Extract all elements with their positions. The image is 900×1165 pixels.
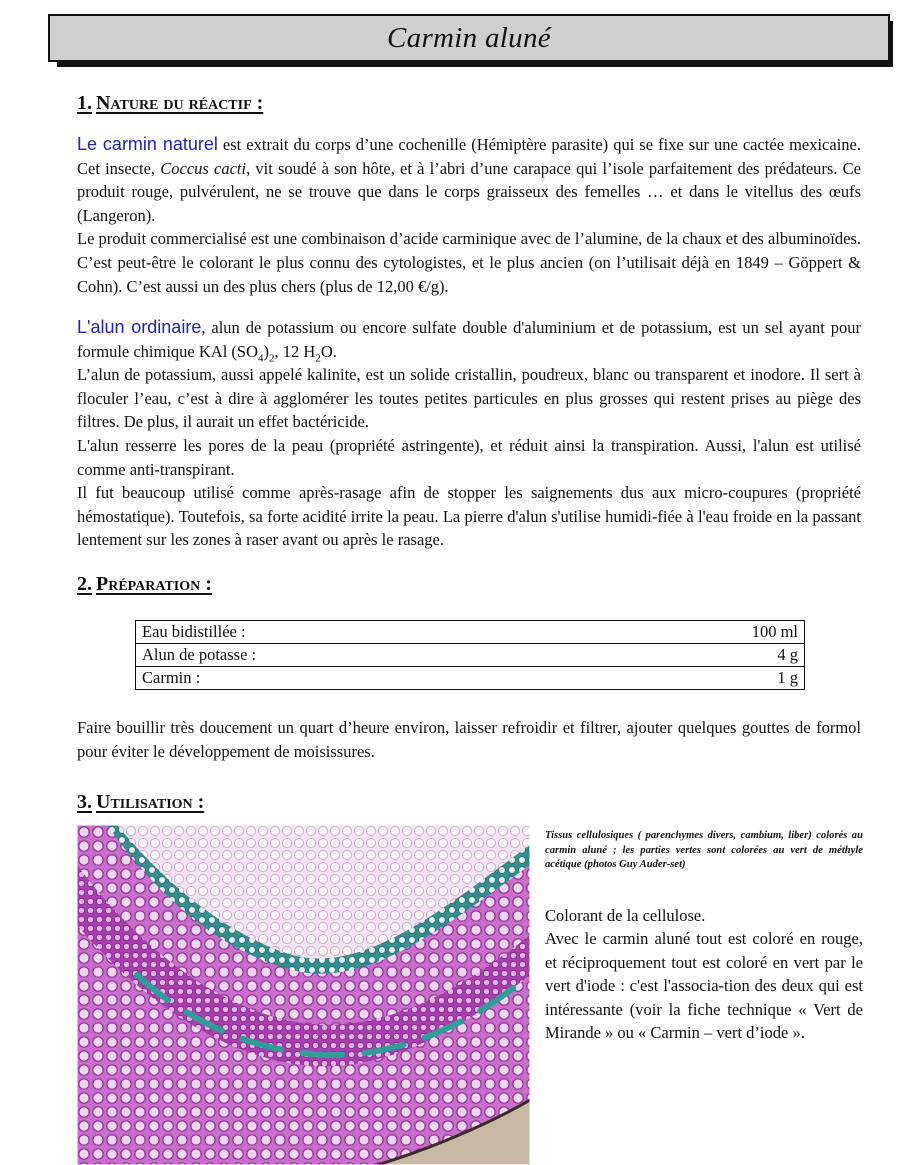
carmin-lead: Le carmin naturel xyxy=(77,134,218,154)
section-title: Nature du réactif : xyxy=(96,92,264,114)
recipe-value: 100 ml xyxy=(592,621,804,644)
alun-text-astringent: L'alun resserre les pores de la peau (propriété astringente), et réduit ainsi la transpiration. Aussi, l'alun est utilisé comme anti-transpirant. xyxy=(77,435,861,479)
carmin-paragraph xyxy=(77,133,861,298)
utilisation-line-2: Avec le carmin aluné tout est coloré en rouge, et réciproquement tout est coloré en vert par le vert d'iode : c'est l'associa-tion des deux qui est intéressante (voir la fiche technique « Vert de Mirande » ou « Carmin – vert d’iode ». xyxy=(545,929,863,1043)
micrograph-illustration xyxy=(77,825,530,1165)
formula-subscript: 2 xyxy=(269,351,275,364)
recipe-label: Eau bidistillée : xyxy=(136,621,593,644)
section-number: 1. xyxy=(77,92,92,114)
alun-text-c: , 12 H xyxy=(274,341,316,361)
section-number: 3. xyxy=(77,791,92,813)
alun-text-d: O. xyxy=(320,341,337,361)
carmin-text-a: est extrait du corps d’une cochenille (Hémiptère parasite) qui se fixe sur une cactée mexicaine. Cet insecte, xyxy=(77,135,861,178)
table-row xyxy=(136,667,805,690)
table-row xyxy=(136,621,805,644)
alun-text-kalinite: L’alun de potassium, aussi appelé kalinite, est un solide cristallin, poudreux, blanc ou transparent et inodore. Il sert à floculer l’eau, c’est à dire à agglomérer les toutes petites particules en plus grosses qui restent prises au piège des filtres. De plus, il aurait un effet bactéricide. xyxy=(77,365,861,432)
formula-subscript: 2 xyxy=(315,351,321,364)
figure-caption: Tissus cellulosiques ( parenchymes divers, cambium, liber) colorés au carmin aluné ; les parties vertes sont colorées au vert de méthyle acétique (photos Guy Auder-set) xyxy=(545,830,863,870)
carmin-text-b: , vit soudé à son hôte, et à l’abri d’une carapace qui l’isole parfaitement des prédateurs. Ce produit rouge, pulvérulent, ne se trouve que dans le corps graisseux des femelles … et dans le vitellus des œufs (Langeron). xyxy=(77,158,861,225)
section-number: 2. xyxy=(77,573,92,595)
recipe-label: Alun de potasse : xyxy=(136,644,593,667)
table-row xyxy=(136,644,805,667)
preparation-text: Faire bouillir très doucement un quart d’heure environ, laisser refroidir et filtrer, ajouter quelques gouttes de formol pour éviter le développement de moisissures. xyxy=(77,718,861,761)
alun-lead: L'alun ordinaire xyxy=(77,317,202,337)
utilisation-line-1: Colorant de la cellulose. xyxy=(545,906,706,925)
alun-text-b: ) xyxy=(263,341,270,361)
formula-subscript: 4 xyxy=(258,351,264,364)
section-title: Préparation : xyxy=(96,573,212,595)
species-name: Coccus cacti xyxy=(160,158,247,178)
section-heading-utilisation xyxy=(77,791,204,814)
section-heading-nature xyxy=(77,92,263,115)
recipe-table xyxy=(135,620,805,690)
alun-text-a: , alun de potassium ou encore sulfate double d'aluminium et de potassium, est un sel ayant pour formule chimique KAl (SO xyxy=(77,318,861,361)
alun-paragraph xyxy=(77,316,861,552)
utilisation-text xyxy=(545,904,863,1044)
alun-text-aftershave: Il fut beaucoup utilisé comme après-rasage afin de stopper les saignements dus aux micro-coupures (propriété hémostatique). Toutefois, sa forte acidité irrite la peau. La pierre d'alun s'utilise humidi-fiée à l'eau froide en la passant lentement sur les zones à raser avant ou après le rasage. xyxy=(77,483,861,550)
page-title: Carmin aluné xyxy=(387,21,551,54)
section-heading-preparation xyxy=(77,573,212,596)
carmin-text-commercial: Le produit commercialisé est une combinaison d’acide carminique avec de l’alumine, de la chaux et des albuminoïdes. C’est peut-être le colorant le plus connu des cytologistes, et le plus ancien (on l’utilisait déjà en 1849 – Göppert & Cohn). C’est aussi un des plus chers (plus de 12,00 €/g). xyxy=(77,229,861,296)
micrograph-image xyxy=(77,825,530,1165)
title-banner xyxy=(48,14,890,62)
recipe-value: 1 g xyxy=(592,667,804,690)
section-title: Utilisation : xyxy=(96,791,205,813)
recipe-value: 4 g xyxy=(592,644,804,667)
recipe-label: Carmin : xyxy=(136,667,593,690)
